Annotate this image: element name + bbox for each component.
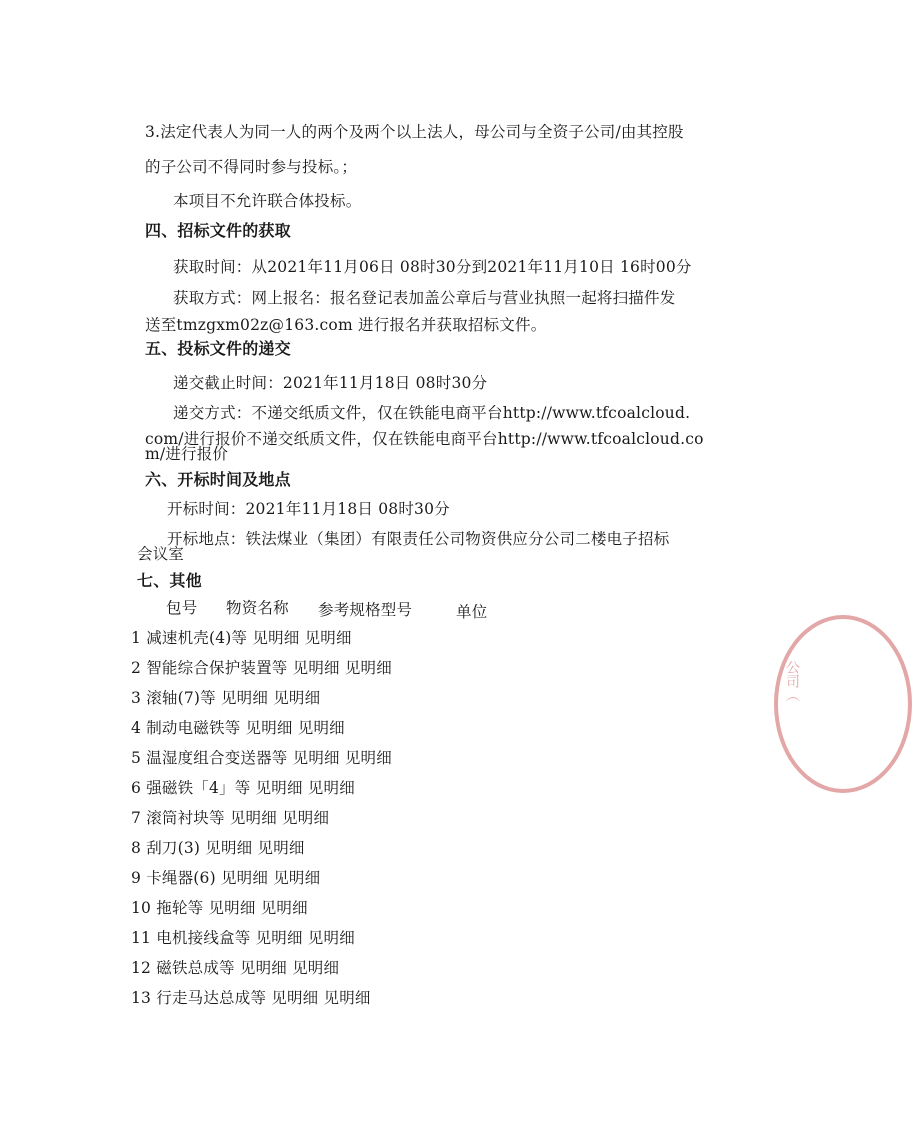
section4-heading: 四、招标文件的获取 bbox=[145, 221, 291, 240]
consortium-note: 本项目不允许联合体投标。 bbox=[173, 192, 362, 210]
col-package-no: 包号 bbox=[166, 599, 198, 617]
list-item: 9 卡绳器(6) 见明细 见明细 bbox=[131, 869, 321, 887]
item3-line1: 3.法定代表人为同一人的两个及两个以上法人，母公司与全资子公司/由其控股 bbox=[145, 123, 684, 141]
submit-deadline: 递交截止时间：2021年11月18日 08时30分 bbox=[173, 374, 488, 392]
list-item: 1 减速机壳(4)等 见明细 见明细 bbox=[131, 629, 352, 647]
list-item: 6 强磁铁「4」等 见明细 见明细 bbox=[131, 779, 355, 797]
col-unit: 单位 bbox=[456, 603, 488, 621]
opening-place-line1: 开标地点：铁法煤业（集团）有限责任公司物资供应分公司二楼电子招标 bbox=[167, 530, 670, 548]
list-item: 2 智能综合保护装置等 见明细 见明细 bbox=[131, 659, 392, 677]
company-seal bbox=[774, 615, 912, 793]
section7-heading: 七、其他 bbox=[137, 571, 202, 590]
opening-time: 开标时间：2021年11月18日 08时30分 bbox=[167, 500, 450, 518]
list-item: 13 行走马达总成等 见明细 见明细 bbox=[131, 989, 371, 1007]
list-item: 3 滚轴(7)等 见明细 见明细 bbox=[131, 689, 321, 707]
submit-method-line2: com/进行报价不递交纸质文件，仅在铁能电商平台http://www.tfcoalcloud.co bbox=[145, 430, 704, 448]
col-material-name: 物资名称 bbox=[226, 599, 289, 617]
list-item: 8 刮刀(3) 见明细 见明细 bbox=[131, 839, 305, 857]
list-item: 7 滚筒衬块等 见明细 见明细 bbox=[131, 809, 330, 827]
seal-text: 公司（ bbox=[784, 660, 800, 702]
list-item: 5 温湿度组合变送器等 见明细 见明细 bbox=[131, 749, 392, 767]
section5-heading: 五、投标文件的递交 bbox=[145, 339, 291, 358]
list-item: 12 磁铁总成等 见明细 见明细 bbox=[131, 959, 340, 977]
col-spec: 参考规格型号 bbox=[318, 601, 413, 619]
list-item: 4 制动电磁铁等 见明细 见明细 bbox=[131, 719, 345, 737]
list-item: 11 电机接线盒等 见明细 见明细 bbox=[131, 929, 355, 947]
acquire-method-line2: 送至tmzgxm02z@163.com 进行报名并获取招标文件。 bbox=[145, 316, 547, 334]
submit-method-line1: 递交方式：不递交纸质文件，仅在铁能电商平台http://www.tfcoalcloud. bbox=[173, 404, 691, 422]
item3-line2: 的子公司不得同时参与投标。； bbox=[145, 158, 358, 176]
acquire-time: 获取时间：从2021年11月06日 08时30分到2021年11月10日 16时00分 bbox=[173, 258, 692, 276]
acquire-method-line1: 获取方式：网上报名：报名登记表加盖公章后与营业执照一起将扫描件发 bbox=[173, 289, 676, 307]
list-item: 10 拖轮等 见明细 见明细 bbox=[131, 899, 308, 917]
section6-heading: 六、开标时间及地点 bbox=[145, 470, 291, 489]
submit-method-line3: m/进行报价 bbox=[145, 445, 229, 463]
opening-place-line2: 会议室 bbox=[137, 545, 185, 563]
